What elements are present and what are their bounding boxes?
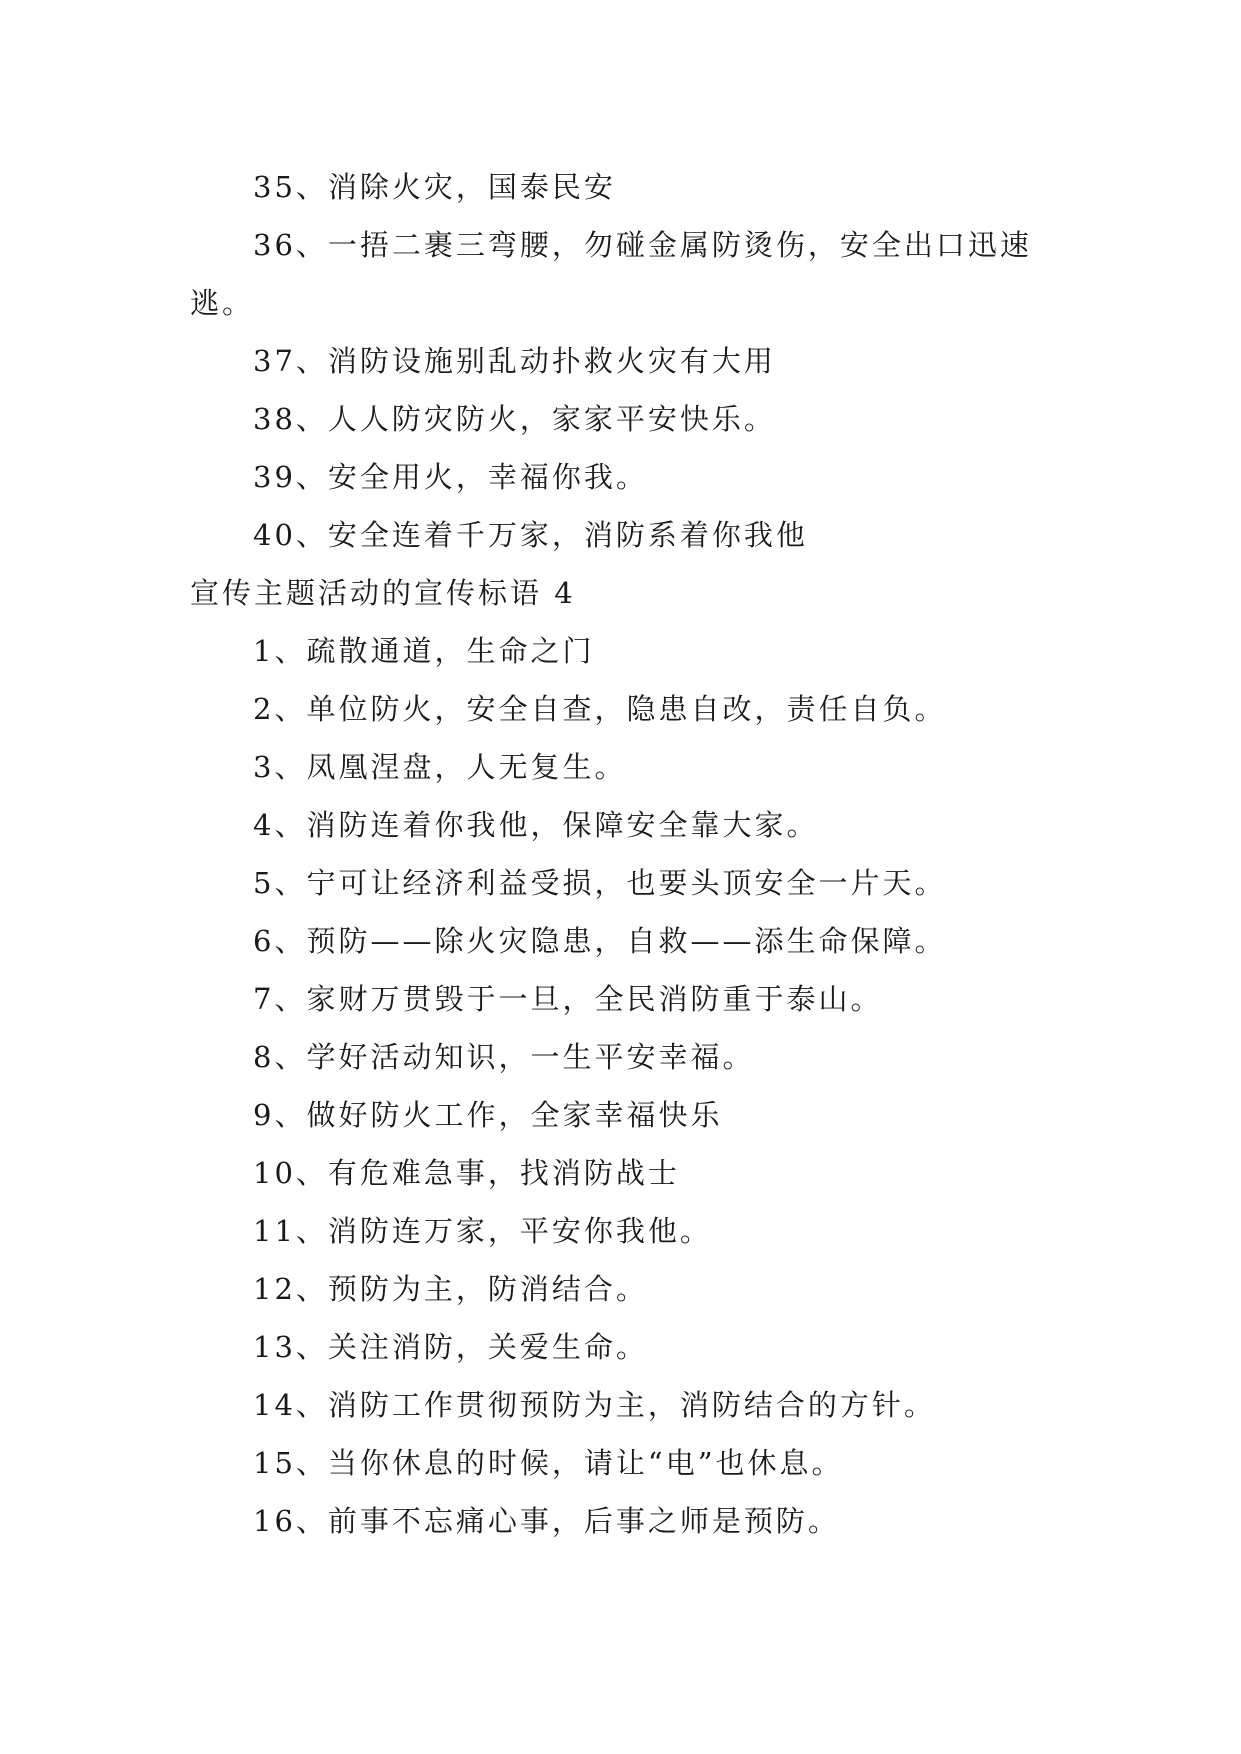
slogan-line: 36、一捂二裹三弯腰，勿碰金属防烫伤，安全出口迅速逃。	[190, 228, 1032, 320]
slogan-line: 4、消防连着你我他，保障安全靠大家。	[253, 808, 819, 842]
slogan-line: 5、宁可让经济利益受损，也要头顶安全一片天。	[253, 866, 947, 900]
slogan-line: 3、凤凰涅盘，人无复生。	[253, 750, 627, 784]
slogan-line: 1、疏散通道，生命之门	[253, 634, 595, 668]
slogan-line: 10、有危难急事，找消防战士	[253, 1156, 680, 1190]
document-body	[190, 158, 1060, 1550]
slogan-line: 2、单位防火，安全自查，隐患自改，责任自负。	[253, 692, 947, 726]
slogan-line: 14、消防工作贯彻预防为主，消防结合的方针。	[253, 1388, 936, 1422]
slogan-line: 35、消除火灾，国泰民安	[253, 170, 616, 204]
slogan-line: 12、预防为主，防消结合。	[253, 1272, 648, 1306]
slogan-line: 40、安全连着千万家，消防系着你我他	[253, 518, 808, 552]
slogan-line: 37、消防设施别乱动扑救火灾有大用	[253, 344, 776, 378]
slogan-line: 11、消防连万家，平安你我他。	[253, 1214, 712, 1248]
slogan-line: 9、做好防火工作，全家幸福快乐	[253, 1098, 723, 1132]
slogan-line: 38、人人防灾防火，家家平安快乐。	[253, 402, 776, 436]
slogan-line: 6、预防——除火灾隐患，自救——添生命保障。	[253, 924, 947, 958]
slogan-line: 7、家财万贯毁于一旦，全民消防重于泰山。	[253, 982, 883, 1016]
section-heading: 宣传主题活动的宣传标语 4	[190, 576, 576, 610]
slogan-line: 39、安全用火，幸福你我。	[253, 460, 648, 494]
slogan-line: 16、前事不忘痛心事，后事之师是预防。	[253, 1504, 840, 1538]
slogan-line: 13、关注消防，关爱生命。	[253, 1330, 648, 1364]
slogan-line: 8、学好活动知识，一生平安幸福。	[253, 1040, 755, 1074]
slogan-line: 15、当你休息的时候，请让“电”也休息。	[253, 1446, 844, 1480]
